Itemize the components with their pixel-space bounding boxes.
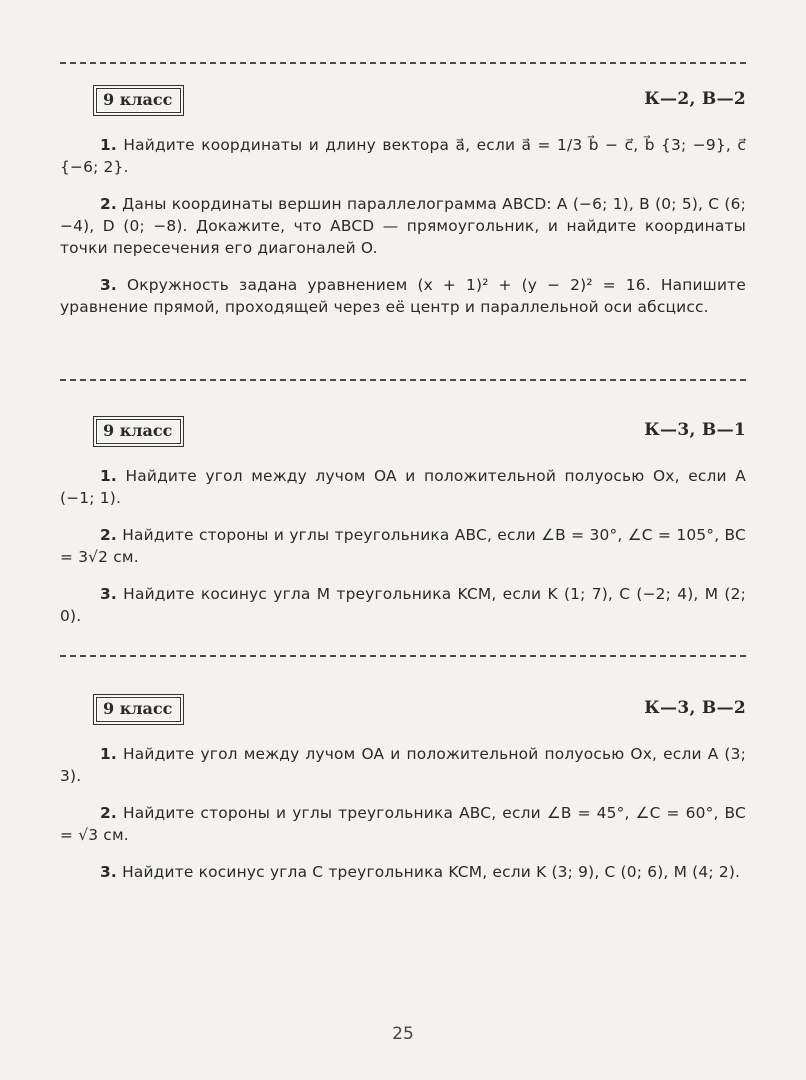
variant-label: К—3, В—1: [644, 420, 746, 440]
problem: 3. Найдите косинус угла M треугольника KCM, если K (1; 7), C (−2; 4), M (2; 0).: [60, 585, 746, 625]
problem: 2. Даны координаты вершин параллелограмма ABCD: A (−6; 1), B (0; 5), C (6; −4), D (0; −8). Докажите, что ABCD — прямоугольник, и найдите координаты точки пересечения его диагоналей O.: [60, 195, 747, 257]
page-number: 25: [392, 1024, 414, 1044]
problem-list: [60, 743, 746, 898]
problem: 1. Найдите угол между лучом OA и положительной полуосью Ox, если A (−1; 1).: [60, 467, 746, 507]
problem-list: [60, 134, 746, 333]
variant-label: К—3, В—2: [644, 698, 746, 718]
grade-label: 9 класс: [96, 419, 181, 444]
problem: 1. Найдите угол между лучом OA и положительной полуосью Ox, если A (3; 3).: [60, 745, 747, 785]
variant-label: К—2, В—2: [644, 89, 746, 109]
cut-line: [60, 379, 746, 381]
grade-label: 9 класс: [96, 88, 181, 113]
problem: 2. Найдите стороны и углы треугольника ABC, если ∠B = 45°, ∠C = 60°, BC = √3 см.: [60, 804, 746, 844]
problem: 1. Найдите координаты и длину вектора a⃗, если a⃗ = 1/3 b⃗ − c⃗, b⃗ {3; −9}, c⃗ {−6; 2}.: [60, 136, 746, 176]
problem: 3. Окружность задана уравнением (x + 1)² + (y − 2)² = 16. Напишите уравнение прямой, проходящей через её центр и параллельной оси абсцисс.: [60, 276, 747, 316]
cut-line: [60, 62, 746, 64]
cut-line: [60, 655, 746, 657]
problem-list: [60, 465, 746, 642]
problem: 3. Найдите косинус угла C треугольника KCM, если K (3; 9), C (0; 6), M (4; 2).: [100, 863, 741, 881]
problem: 2. Найдите стороны и углы треугольника ABC, если ∠B = 30°, ∠C = 105°, BC = 3√2 см.: [60, 526, 746, 566]
grade-label: 9 класс: [96, 697, 181, 722]
